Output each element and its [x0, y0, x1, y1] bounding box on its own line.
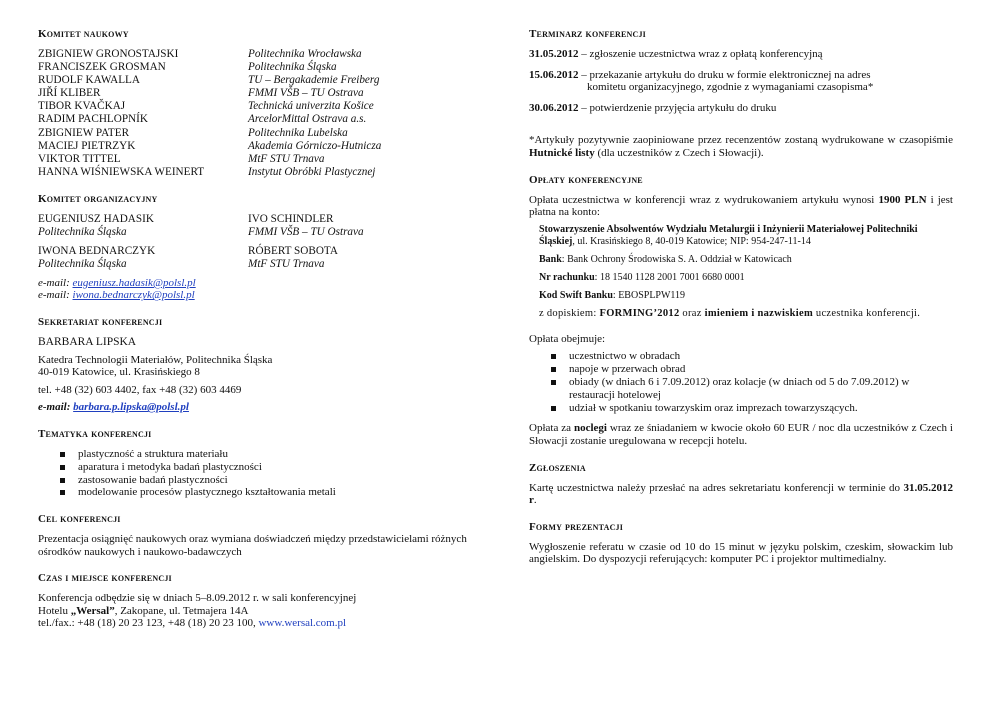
secretariat-section: [38, 316, 478, 414]
schedule-section: [529, 28, 953, 160]
deadline-text: – przekazanie artykułu do druku w formie elektronicznej na adres: [578, 68, 871, 81]
accommodation-post: wraz ze śniadaniem w kwocie około 60 EUR / noc dla uczestników z Czech i Słowacji zostanie uregulowana w recepcji hotelu.: [529, 422, 953, 447]
place-line3: [38, 617, 478, 630]
accommodation-note: [529, 422, 953, 447]
email-link-hadasik[interactable]: eugeniusz.hadasik@polsl.pl: [72, 276, 196, 289]
includes-title: Opłata obejmuje:: [529, 332, 606, 345]
deadline-text-cont: komitetu organizacyjnego, zgodnie z wymaganiami czasopisma*: [587, 81, 874, 94]
account-value: : 18 1540 1128 2001 7001 6680 0001: [594, 271, 745, 283]
committee-member-name: ZBIGNIEW PATER: [38, 126, 130, 139]
presentation-forms-section: [529, 521, 953, 566]
hotel-website-link[interactable]: www.wersal.com.pl: [258, 617, 347, 630]
journal-name: Hutnické listy: [529, 146, 595, 159]
hotel-name: „Wersal”: [70, 604, 115, 617]
fees-title: Opłaty konferencyjne: [529, 173, 643, 186]
topics-section: [38, 428, 478, 499]
includes-list: [551, 350, 953, 414]
place-section: [38, 572, 478, 630]
deadline-date: 15.06.2012: [529, 68, 579, 81]
deadline-text: – zgłoszenie uczestnictwa wraz z opłatą konferencyjną: [578, 48, 823, 60]
swift-label: Kod Swift Banku: [539, 289, 613, 301]
deadline-item: [529, 102, 953, 115]
committee-member-affiliation: FMMI VŠB – TU Ostrava: [248, 87, 364, 100]
transfer-note-pre: z dopiskiem:: [539, 307, 600, 319]
presentation-forms-text: Wygłoszenie referatu w czasie od 10 do 15 minut w języku polskim, czeskim, słowackim lub angielskim. Do dyspozycji referujących: komputer PC i projektor multimedialny.: [529, 540, 953, 566]
scientific-committee-title: Komitet naukowy: [38, 28, 129, 40]
application-text: [529, 482, 953, 507]
application-title: Zgłoszenia: [529, 461, 586, 474]
member-name: EUGENIUSZ HADASIK: [38, 212, 154, 225]
fees-amount: 1900 PLN: [878, 193, 927, 206]
goal-section: [38, 513, 478, 558]
fees-text: [529, 194, 953, 219]
member-name: RÓBERT SOBOTA: [248, 244, 338, 257]
goal-title: Cel konferencji: [38, 513, 121, 526]
member-affiliation: FMMI VŠB – TU Ostrava: [248, 225, 364, 238]
publication-note: [529, 134, 953, 159]
secretary-address-line1: Katedra Technologii Materiałów, Politechnika Śląska: [38, 353, 273, 366]
schedule-title: Terminarz konferencji: [529, 28, 646, 40]
deadline-item: [529, 69, 953, 94]
transfer-note: [539, 308, 953, 319]
committee-member-affiliation: MtF STU Trnava: [248, 152, 325, 165]
list-item: modelowanie procesów plastycznego kształtowania metali: [60, 486, 478, 499]
member-affiliation: Politechnika Śląska: [38, 257, 127, 270]
deadline-date: 31.05.2012: [529, 48, 579, 60]
secretary-email-line: [38, 401, 478, 414]
transfer-note-code: FORMING’2012: [599, 307, 680, 319]
hotel-address: , Zakopane, ul. Tetmajera 14A: [114, 604, 249, 617]
account-info: [539, 272, 953, 284]
accommodation-pre: Opłata za: [529, 422, 574, 435]
list-item: plastyczność a struktura materiału: [60, 448, 478, 461]
transfer-note-post: uczestnika konferencji.: [813, 307, 921, 319]
list-item: aparatura i metodyka badań plastyczności: [60, 461, 478, 474]
list-item: uczestnictwo w obradach: [551, 350, 953, 363]
list-item: napoje w przerwach obrad: [551, 363, 953, 376]
presentation-forms-title: Formy prezentacji: [529, 520, 624, 533]
organizing-committee-title: Komitet organizacyjny: [38, 192, 158, 205]
committee-member-name: FRANCISZEK GROSMAN: [38, 61, 166, 74]
bank-info: [539, 254, 953, 266]
committee-member-affiliation: Politechnika Wrocławska: [248, 48, 362, 60]
deadline-date: 30.06.2012: [529, 101, 579, 114]
goal-text: Prezentacja osiągnięć naukowych oraz wymiana doświadczeń między przedstawicielami różnych ośrodków naukowych i naukowo-badawczych: [38, 533, 467, 558]
org-member: [38, 213, 248, 239]
swift-value: : EBOSPLPW119: [612, 289, 686, 301]
committee-member-name: RADIM PACHLOPNÍK: [38, 113, 148, 126]
committee-member-affiliation: Politechnika Lubelska: [248, 126, 348, 139]
transfer-note-mid: oraz: [679, 307, 705, 319]
committee-member-affiliation: ArcelorMittal Ostrava a.s.: [248, 113, 367, 126]
fees-post: i jest płatna na konto:: [529, 193, 953, 219]
topics-title: Tematyka konferencji: [38, 427, 152, 440]
hotel-prefix: Hotelu: [38, 604, 71, 617]
secretary-phone: tel. +48 (32) 603 4402, fax +48 (32) 603 4469: [38, 383, 242, 396]
list-item: zastosowanie badań plastyczności: [60, 474, 478, 487]
application-date: 31.05.2012 r: [529, 481, 953, 507]
swift-info: [539, 290, 953, 302]
email-label: e-mail:: [38, 276, 70, 289]
secretary-email-label: e-mail:: [38, 401, 71, 414]
org-emails: [38, 277, 478, 302]
secretary-address-line2: 40-019 Katowice, ul. Krasińskiego 8: [38, 366, 200, 379]
member-name: IWONA BEDNARCZYK: [38, 244, 156, 257]
bank-value: : Bank Ochrony Środowiska S. A. Oddział w Katowicach: [561, 253, 792, 265]
committee-member-name: MACIEJ PIETRZYK: [38, 139, 136, 152]
association-info: [539, 224, 953, 248]
email-label: e-mail:: [38, 289, 70, 302]
account-label: Nr rachunku: [539, 271, 595, 283]
deadline-item: [529, 48, 953, 61]
left-column: [38, 28, 478, 644]
place-line2: [38, 605, 478, 618]
org-member: [248, 245, 478, 271]
deadline-text: – potwierdzenie przyjęcia artykułu do druku: [578, 101, 777, 114]
scientific-committee-list: [38, 48, 478, 179]
place-title: Czas i miejsce konferencji: [38, 572, 172, 585]
organizing-committee-list: [38, 213, 478, 271]
application-post: .: [533, 494, 537, 507]
note-text-end: (dla uczestników z Czech i Słowacji).: [594, 146, 764, 159]
topics-list: [60, 448, 478, 499]
application-pre: Kartę uczestnictwa należy przesłać na adres sekretariatu konferencji w terminie do: [529, 481, 904, 494]
committee-member-name: JIŘÍ KLIBER: [38, 87, 101, 100]
place-line1: Konferencja odbędzie się w dniach 5–8.09.2012 r. w sali konferencyjnej: [38, 592, 357, 605]
association-name: Stowarzyszenie Absolwentów Wydziału Metalurgii i Inżynierii Materiałowej Politechniki Śląskiej: [539, 223, 918, 247]
committee-member-affiliation: Akademia Górniczo-Hutnicza: [248, 139, 382, 152]
committee-member-affiliation: Instytut Obróbki Plastycznej: [248, 165, 376, 178]
committee-member-affiliation: TU – Bergakademie Freiberg: [248, 74, 380, 87]
organizing-committee-section: [38, 193, 478, 302]
org-member: [38, 245, 248, 271]
secretariat-title: Sekretariat konferencji: [38, 315, 163, 328]
application-section: [529, 462, 953, 507]
committee-member-name: RUDOLF KAWALLA: [38, 74, 140, 87]
secretary-name: BARBARA LIPSKA: [38, 335, 137, 348]
accommodation-bold: noclegi: [573, 422, 607, 435]
secretary-email-link[interactable]: barbara.p.lipska@polsl.pl: [73, 401, 189, 414]
fees-pre: Opłata uczestnictwa w konferencji wraz z wydrukowaniem artykułu wynosi: [529, 193, 879, 206]
committee-member-name: VIKTOR TITTEL: [38, 152, 121, 165]
transfer-note-name: imieniem i nazwiskiem: [704, 307, 813, 319]
list-item: udział w spotkaniu towarzyskim oraz imprezach towarzyszących.: [551, 402, 953, 415]
hotel-phone: tel./fax.: +48 (18) 20 23 123, +48 (18) 20 23 100,: [38, 617, 259, 630]
scientific-committee-section: [38, 28, 478, 179]
note-text: *Artykuły pozytywnie zaopiniowane przez recenzentów zostaną wydrukowane w czasopiśmie: [529, 134, 953, 147]
association-address: , ul. Krasińskiego 8, 40-019 Katowice; NIP: 954-247-11-14: [572, 235, 811, 247]
committee-member-name: TIBOR KVAČKAJ: [38, 100, 126, 113]
email-link-bednarczyk[interactable]: iwona.bednarczyk@polsl.pl: [72, 289, 195, 302]
list-item: obiady (w dniach 6 i 7.09.2012) oraz kolacje (w dniach od 5 do 7.09.2012) w restauracji hotelowej: [551, 376, 953, 402]
committee-member-name: ZBIGNIEW GRONOSTAJSKI: [38, 48, 179, 60]
committee-member-name: HANNA WIŚNIEWSKA WEINERT: [38, 165, 205, 178]
committee-member-affiliation: Politechnika Śląska: [248, 61, 337, 74]
committee-member-affiliation: Technická univerzita Košice: [248, 100, 374, 113]
member-name: IVO SCHINDLER: [248, 212, 334, 225]
fees-section: [529, 174, 953, 448]
member-affiliation: Politechnika Śląska: [38, 225, 127, 238]
right-column: [529, 28, 953, 580]
org-member: [248, 213, 478, 239]
bank-label: Bank: [539, 253, 562, 265]
member-affiliation: MtF STU Trnava: [248, 257, 325, 270]
